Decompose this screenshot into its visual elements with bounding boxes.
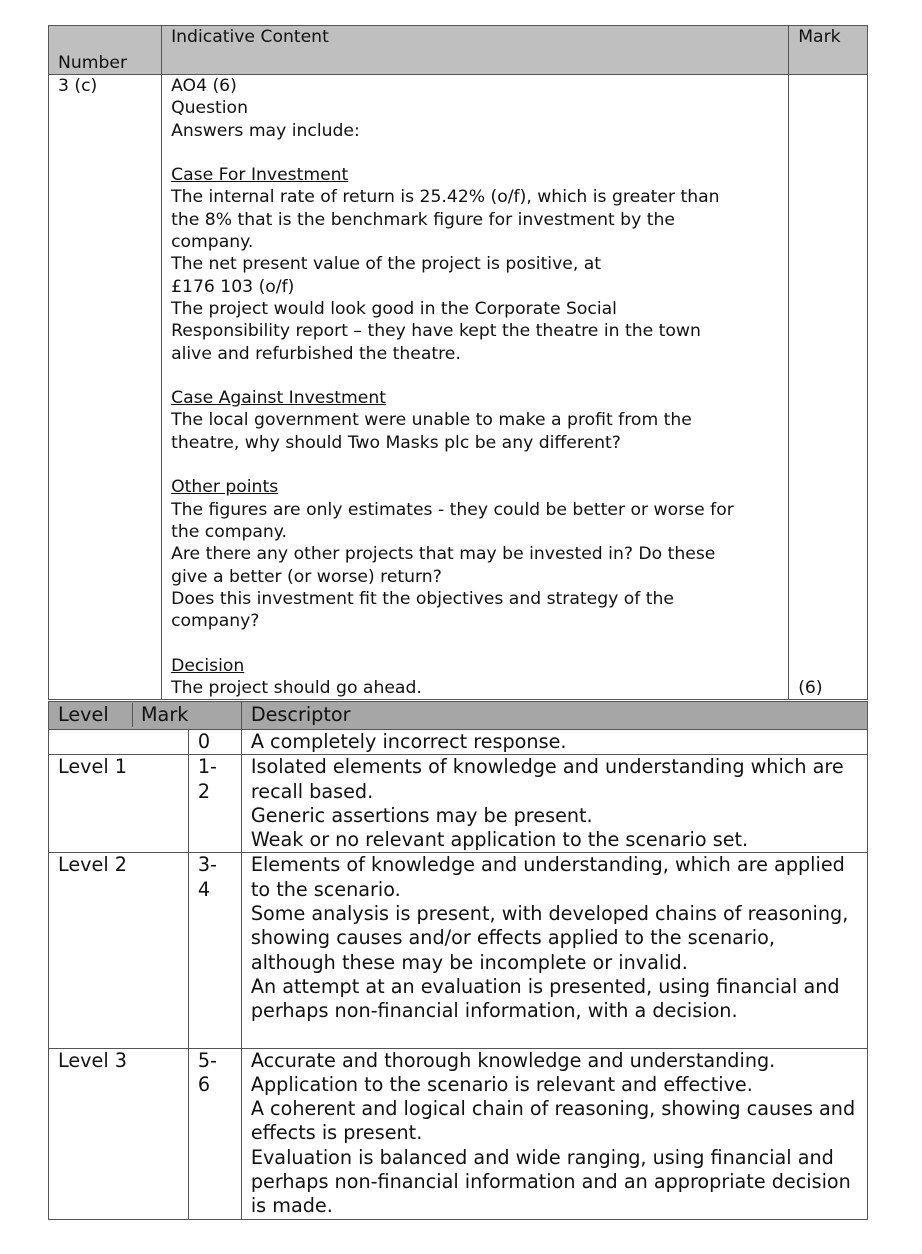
content-line: £176 103 (o/f) xyxy=(171,276,295,297)
descriptor-line: Weak or no relevant application to the scenario set. xyxy=(250,828,749,852)
level-mark xyxy=(188,853,241,1048)
question-row xyxy=(49,75,868,700)
descriptor-line: Elements of knowledge and understanding, which are applied xyxy=(250,853,845,877)
header-level-label: Level xyxy=(58,703,133,727)
content-line: company. xyxy=(171,232,254,253)
descriptor-line: effects is present. xyxy=(250,1121,423,1145)
indicative-content-table xyxy=(48,25,868,700)
spacer xyxy=(171,454,788,476)
intro-line: AO4 (6) xyxy=(171,76,237,96)
descriptor-line: Application to the scenario is relevant and effective. xyxy=(250,1072,753,1096)
level-descriptor xyxy=(241,853,867,1048)
level-descriptor xyxy=(241,755,867,853)
content-line: Are there any other projects that may be invested in? Do these xyxy=(171,544,716,565)
descriptor-line: Isolated elements of knowledge and understanding which are xyxy=(250,755,844,779)
descriptor-line: recall based. xyxy=(250,779,374,803)
levels-table xyxy=(48,701,868,1220)
descriptor-line: although these may be incomplete or invalid. xyxy=(250,950,688,974)
descriptor-line: showing causes and/or effects applied to the scenario, xyxy=(250,926,775,950)
section-heading-case-for: Case For Investment xyxy=(171,165,349,186)
content-line: The local government were unable to make a profit from the xyxy=(171,410,692,431)
level-row-0 xyxy=(49,730,868,755)
level-label: Level 2 xyxy=(49,853,189,1048)
content-line: The internal rate of return is 25.42% (o/f), which is greater than xyxy=(171,187,720,208)
level-row-1 xyxy=(49,755,868,853)
level-row-3 xyxy=(49,1048,868,1219)
mark-line: 1- xyxy=(197,755,217,779)
content-line: the 8% that is the benchmark figure for investment by the xyxy=(171,209,675,230)
indicative-content-cell xyxy=(162,75,789,700)
descriptor-line: An attempt at an evaluation is presented, using financial and xyxy=(250,974,840,998)
spacer xyxy=(171,365,788,387)
level-mark xyxy=(188,730,241,755)
question-number: 3 (c) xyxy=(49,75,162,700)
level-row-2 xyxy=(49,853,868,1048)
section-heading-case-against: Case Against Investment xyxy=(171,388,386,409)
header-level xyxy=(49,702,189,730)
header-descriptor: Descriptor xyxy=(241,702,867,730)
header-number: Number xyxy=(49,26,162,75)
content-line: The net present value of the project is positive, at xyxy=(171,254,602,275)
content-line: Does this investment fit the objectives and strategy of the xyxy=(171,588,674,609)
level-mark-header xyxy=(58,703,188,727)
content-line: The figures are only estimates - they could be better or worse for xyxy=(171,499,734,520)
descriptor-line: perhaps non-financial information and an appropriate decision xyxy=(250,1170,851,1194)
header-mark-label: Mark xyxy=(141,703,189,726)
section-heading-other-points: Other points xyxy=(171,477,279,498)
question-mark: (6) xyxy=(789,75,868,700)
mark-line: 4 xyxy=(197,877,211,901)
content-line: alive and refurbished the theatre. xyxy=(171,343,461,364)
level-label xyxy=(49,730,189,755)
content-line: company? xyxy=(171,611,260,632)
intro-line: Question xyxy=(171,98,248,119)
mark-line: 2 xyxy=(197,779,211,803)
descriptor-line: to the scenario. xyxy=(250,877,401,901)
spacer xyxy=(171,142,788,164)
mark-line: 5- xyxy=(197,1048,217,1072)
level-descriptor xyxy=(241,730,867,755)
content-line: theatre, why should Two Masks plc be any different? xyxy=(171,432,621,453)
level-label: Level 1 xyxy=(49,755,189,853)
descriptor-line: Generic assertions may be present. xyxy=(250,803,593,827)
spacer xyxy=(171,632,788,654)
content-line: Responsibility report – they have kept the theatre in the town xyxy=(171,321,701,342)
level-descriptor xyxy=(241,1048,867,1219)
content-line: The project should go ahead. xyxy=(171,678,422,699)
level-mark xyxy=(188,1048,241,1219)
content-line: give a better (or worse) return? xyxy=(171,566,442,587)
descriptor-line: perhaps non-financial information, with a decision. xyxy=(250,999,738,1023)
mark-line: 6 xyxy=(197,1072,211,1096)
descriptor-line: Evaluation is balanced and wide ranging, using financial and xyxy=(250,1145,834,1169)
header-mark: Mark xyxy=(789,26,868,75)
mark-line: 3- xyxy=(197,853,217,877)
descriptor-line: is made. xyxy=(250,1194,333,1218)
header-indicative-content: Indicative Content xyxy=(162,26,789,75)
header-mark-spacer xyxy=(188,702,241,730)
descriptor-line: A completely incorrect response. xyxy=(250,730,567,753)
section-heading-decision: Decision xyxy=(171,655,245,676)
levels-header-row xyxy=(49,702,868,730)
content-line: The project would look good in the Corporate Social xyxy=(171,298,617,319)
indicative-header-row xyxy=(49,26,868,75)
descriptor-line: A coherent and logical chain of reasoning, showing causes and xyxy=(250,1097,856,1121)
descriptor-line: Accurate and thorough knowledge and understanding. xyxy=(250,1048,776,1072)
intro-line: Answers may include: xyxy=(171,120,360,141)
level-mark xyxy=(188,755,241,853)
content-line: the company. xyxy=(171,521,287,542)
descriptor-line: Some analysis is present, with developed chains of reasoning, xyxy=(250,902,849,926)
mark-line: 0 xyxy=(197,730,211,753)
level-label: Level 3 xyxy=(49,1048,189,1219)
